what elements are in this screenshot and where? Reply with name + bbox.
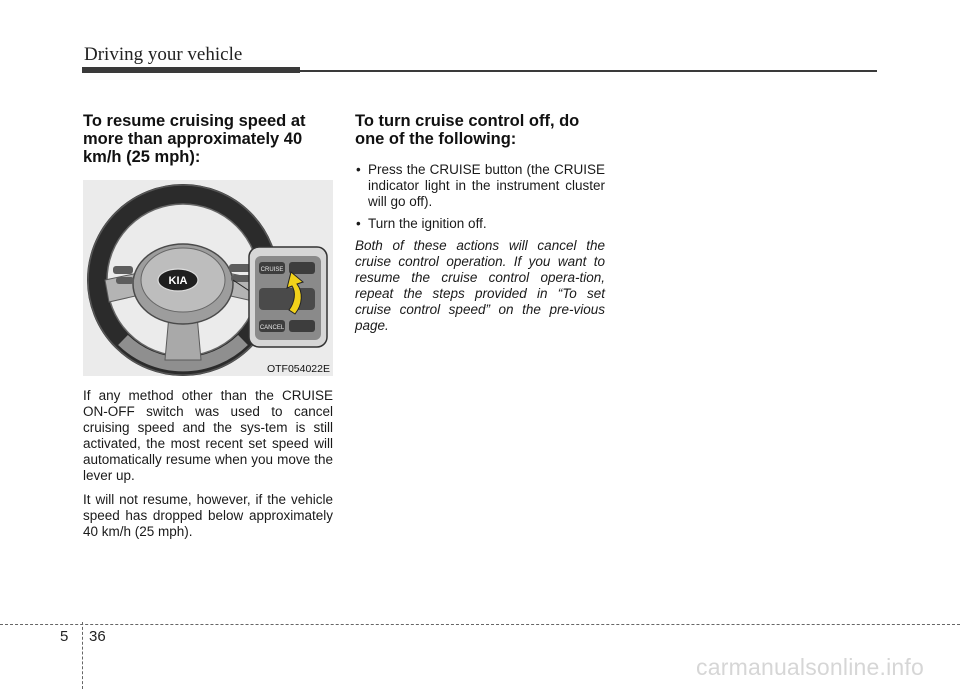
right-column — [355, 112, 605, 334]
no-resume-paragraph: It will not resume, however, if the vehicle speed has dropped below approximately 40 km/h (25 mph). — [83, 492, 333, 539]
page-number: 36 — [89, 628, 106, 645]
footer-vertical-divider — [82, 622, 83, 689]
turn-off-heading: To turn cruise control off, do one of the following: — [355, 112, 580, 148]
bullet-icon: • — [356, 162, 361, 177]
turn-off-list — [355, 162, 605, 232]
bullet-text: Press the CRUISE button (the CRUISE indicator light in the instrument cluster will go off). — [368, 162, 605, 209]
left-column — [83, 112, 333, 548]
cancel-button-label: CANCEL — [259, 325, 285, 331]
bullet-text: Turn the ignition off. — [368, 216, 487, 231]
resume-heading: To resume cruising speed at more than approximately 40 km/h (25 mph): — [83, 112, 306, 166]
header-rule-thick — [82, 67, 300, 73]
steering-wheel-figure — [83, 180, 333, 376]
logo-text: KIA — [168, 275, 188, 287]
chapter-number: 5 — [60, 628, 69, 645]
resume-paragraph: If any method other than the CRUISE ON-OFF switch was used to cancel cruising speed and the sys-tem is still activated, the most recent set speed will automatically resume when you move the lever up. — [83, 388, 333, 483]
list-item — [355, 162, 605, 210]
header-title: Driving your vehicle — [84, 44, 243, 65]
cancel-note: Both of these actions will cancel the cruise control operation. If you want to resume the cruise control opera-tion, repeat the steps provided in “To set cruise control speed” on the pre-vious page. — [355, 238, 605, 333]
list-item — [355, 216, 605, 232]
watermark: carmanualsonline.info — [696, 654, 924, 680]
steering-wheel-illustration — [83, 180, 333, 376]
header-rule-thin — [300, 70, 877, 72]
figure-code: OTF054022E — [266, 363, 330, 375]
cruise-button-label: CRUISE — [260, 267, 284, 273]
bullet-icon: • — [356, 216, 361, 231]
footer-divider — [0, 624, 960, 625]
